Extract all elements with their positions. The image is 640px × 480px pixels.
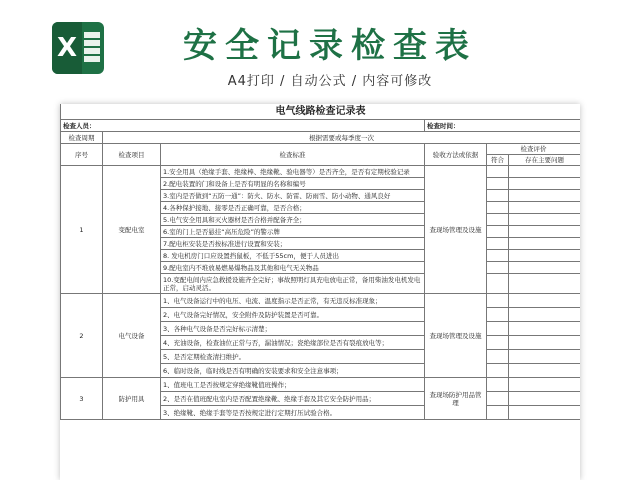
standard-cell: 2、电气设备完好情况，安全附件及防护装置是否可靠。	[161, 308, 425, 322]
standard-cell: 9.配电室内不堆放易燃易爆物品及其他和电气无关物品	[161, 262, 425, 274]
conform-cell[interactable]	[487, 308, 509, 322]
problem-cell[interactable]	[509, 378, 581, 392]
problem-cell[interactable]	[509, 364, 581, 378]
standard-cell: 1、值班电工是否按规定穿绝缘靴值班操作；	[161, 378, 425, 392]
problem-cell[interactable]	[509, 308, 581, 322]
excel-logo-icon	[52, 22, 104, 74]
header-evaluation: 检查评价	[487, 144, 581, 155]
problem-cell[interactable]	[509, 190, 581, 202]
problem-cell[interactable]	[509, 350, 581, 364]
conform-cell[interactable]	[487, 294, 509, 308]
inspector-label: 检查人员：	[61, 120, 425, 132]
problem-cell[interactable]	[509, 274, 581, 294]
standard-cell: 1、电气设备运行中的电压、电流、温度指示是否正常，有无违反标准现象；	[161, 294, 425, 308]
problem-cell[interactable]	[509, 178, 581, 190]
row-item: 变配电室	[103, 166, 161, 294]
standard-cell: 4、充油设备，检查油位正常与否，漏油情况；瓷绝缘部位是否有裂痕放电等；	[161, 336, 425, 350]
problem-cell[interactable]	[509, 214, 581, 226]
problem-cell[interactable]	[509, 250, 581, 262]
conform-cell[interactable]	[487, 378, 509, 392]
standard-cell: 5.电气安全用具和灭火器材是否合格并配备齐全；	[161, 214, 425, 226]
conform-cell[interactable]	[487, 238, 509, 250]
problem-cell[interactable]	[509, 322, 581, 336]
problem-cell[interactable]	[509, 238, 581, 250]
inspection-table	[60, 104, 580, 420]
header-problem: 存在主要问题	[509, 155, 581, 166]
conform-cell[interactable]	[487, 406, 509, 420]
conform-cell[interactable]	[487, 350, 509, 364]
row-item: 防护用具	[103, 378, 161, 420]
row-method: 查现场防护用品管理	[425, 378, 487, 420]
table-row	[61, 166, 581, 178]
excel-logo-letter: X	[52, 22, 82, 74]
conform-cell[interactable]	[487, 336, 509, 350]
conform-cell[interactable]	[487, 322, 509, 336]
period-value: 根据需要或每季度一次	[103, 132, 581, 144]
conform-cell[interactable]	[487, 364, 509, 378]
document-sheet	[60, 104, 580, 480]
conform-cell[interactable]	[487, 214, 509, 226]
conform-cell[interactable]	[487, 274, 509, 294]
problem-cell[interactable]	[509, 406, 581, 420]
conform-cell[interactable]	[487, 250, 509, 262]
inspection-time-label: 检查时间：	[425, 120, 581, 132]
problem-cell[interactable]	[509, 226, 581, 238]
table-row	[61, 294, 581, 308]
conform-cell[interactable]	[487, 392, 509, 406]
row-seq: 2	[61, 294, 103, 378]
conform-cell[interactable]	[487, 226, 509, 238]
standard-cell: 3、绝缘靴、绝缘手套等是否按规定进行定期打压试验合格。	[161, 406, 425, 420]
standard-cell: 3、各种电气设备是否完好标示清楚；	[161, 322, 425, 336]
banner-subtitle: A4打印 / 自动公式 / 内容可修改	[227, 74, 433, 89]
standard-cell: 6.室的门上是否悬挂“高压危险”的警示牌	[161, 226, 425, 238]
header-method: 验收方法或依据	[425, 144, 487, 166]
spreadsheet-grid-icon	[84, 32, 100, 64]
problem-cell[interactable]	[509, 392, 581, 406]
conform-cell[interactable]	[487, 178, 509, 190]
standard-cell: 8. 发电机房门口应设置挡鼠板，不低于55cm，便于人员进出	[161, 250, 425, 262]
standard-cell: 1.安全用具（绝缘手套、绝缘棒、绝缘靴、验电器等）是否齐全，是否有定期校验记录	[161, 166, 425, 178]
conform-cell[interactable]	[487, 190, 509, 202]
standard-cell: 2.配电装置的门和设备上是否有明显的名称和编号	[161, 178, 425, 190]
banner	[0, 0, 640, 100]
header-item: 检查项目	[103, 144, 161, 166]
row-item: 电气设备	[103, 294, 161, 378]
standard-cell: 2、是否在值班配电室内是否配置绝缘靴、绝缘手套及其它安全防护用品；	[161, 392, 425, 406]
header-standard: 检查标准	[161, 144, 425, 166]
problem-cell[interactable]	[509, 262, 581, 274]
row-seq: 1	[61, 166, 103, 294]
conform-cell[interactable]	[487, 202, 509, 214]
period-label: 检查周期	[61, 132, 103, 144]
problem-cell[interactable]	[509, 294, 581, 308]
problem-cell[interactable]	[509, 166, 581, 178]
banner-title: 安全记录检查表	[183, 26, 477, 66]
row-seq: 3	[61, 378, 103, 420]
row-method: 查现场管理及设施	[425, 294, 487, 378]
standard-cell: 7.配电柜安装是否按标准进行设置和安装；	[161, 238, 425, 250]
standard-cell: 3.室内是否做到“五防一通”：防火、防水、防雷、防雨雪、防小动物、通风良好	[161, 190, 425, 202]
standard-cell: 6、临时设备，临时线是否有明确的安装要求和安全注意事项；	[161, 364, 425, 378]
standard-cell: 5、是否定期检查清扫维护。	[161, 350, 425, 364]
table-row	[61, 378, 581, 392]
conform-cell[interactable]	[487, 166, 509, 178]
standard-cell: 10.变配电间内应急救援设施齐全完好；事故照明灯具充电放电正常，备用柴油发电机发电正常，启动灵活。	[161, 274, 425, 294]
header-seq: 序号	[61, 144, 103, 166]
problem-cell[interactable]	[509, 336, 581, 350]
header-conform: 符合	[487, 155, 509, 166]
standard-cell: 4.各种保护接地、接零是否正确可靠，是否合格；	[161, 202, 425, 214]
document-title: 电气线路检查记录表	[61, 104, 581, 120]
problem-cell[interactable]	[509, 202, 581, 214]
row-method: 查现场管理及设施	[425, 166, 487, 294]
conform-cell[interactable]	[487, 262, 509, 274]
